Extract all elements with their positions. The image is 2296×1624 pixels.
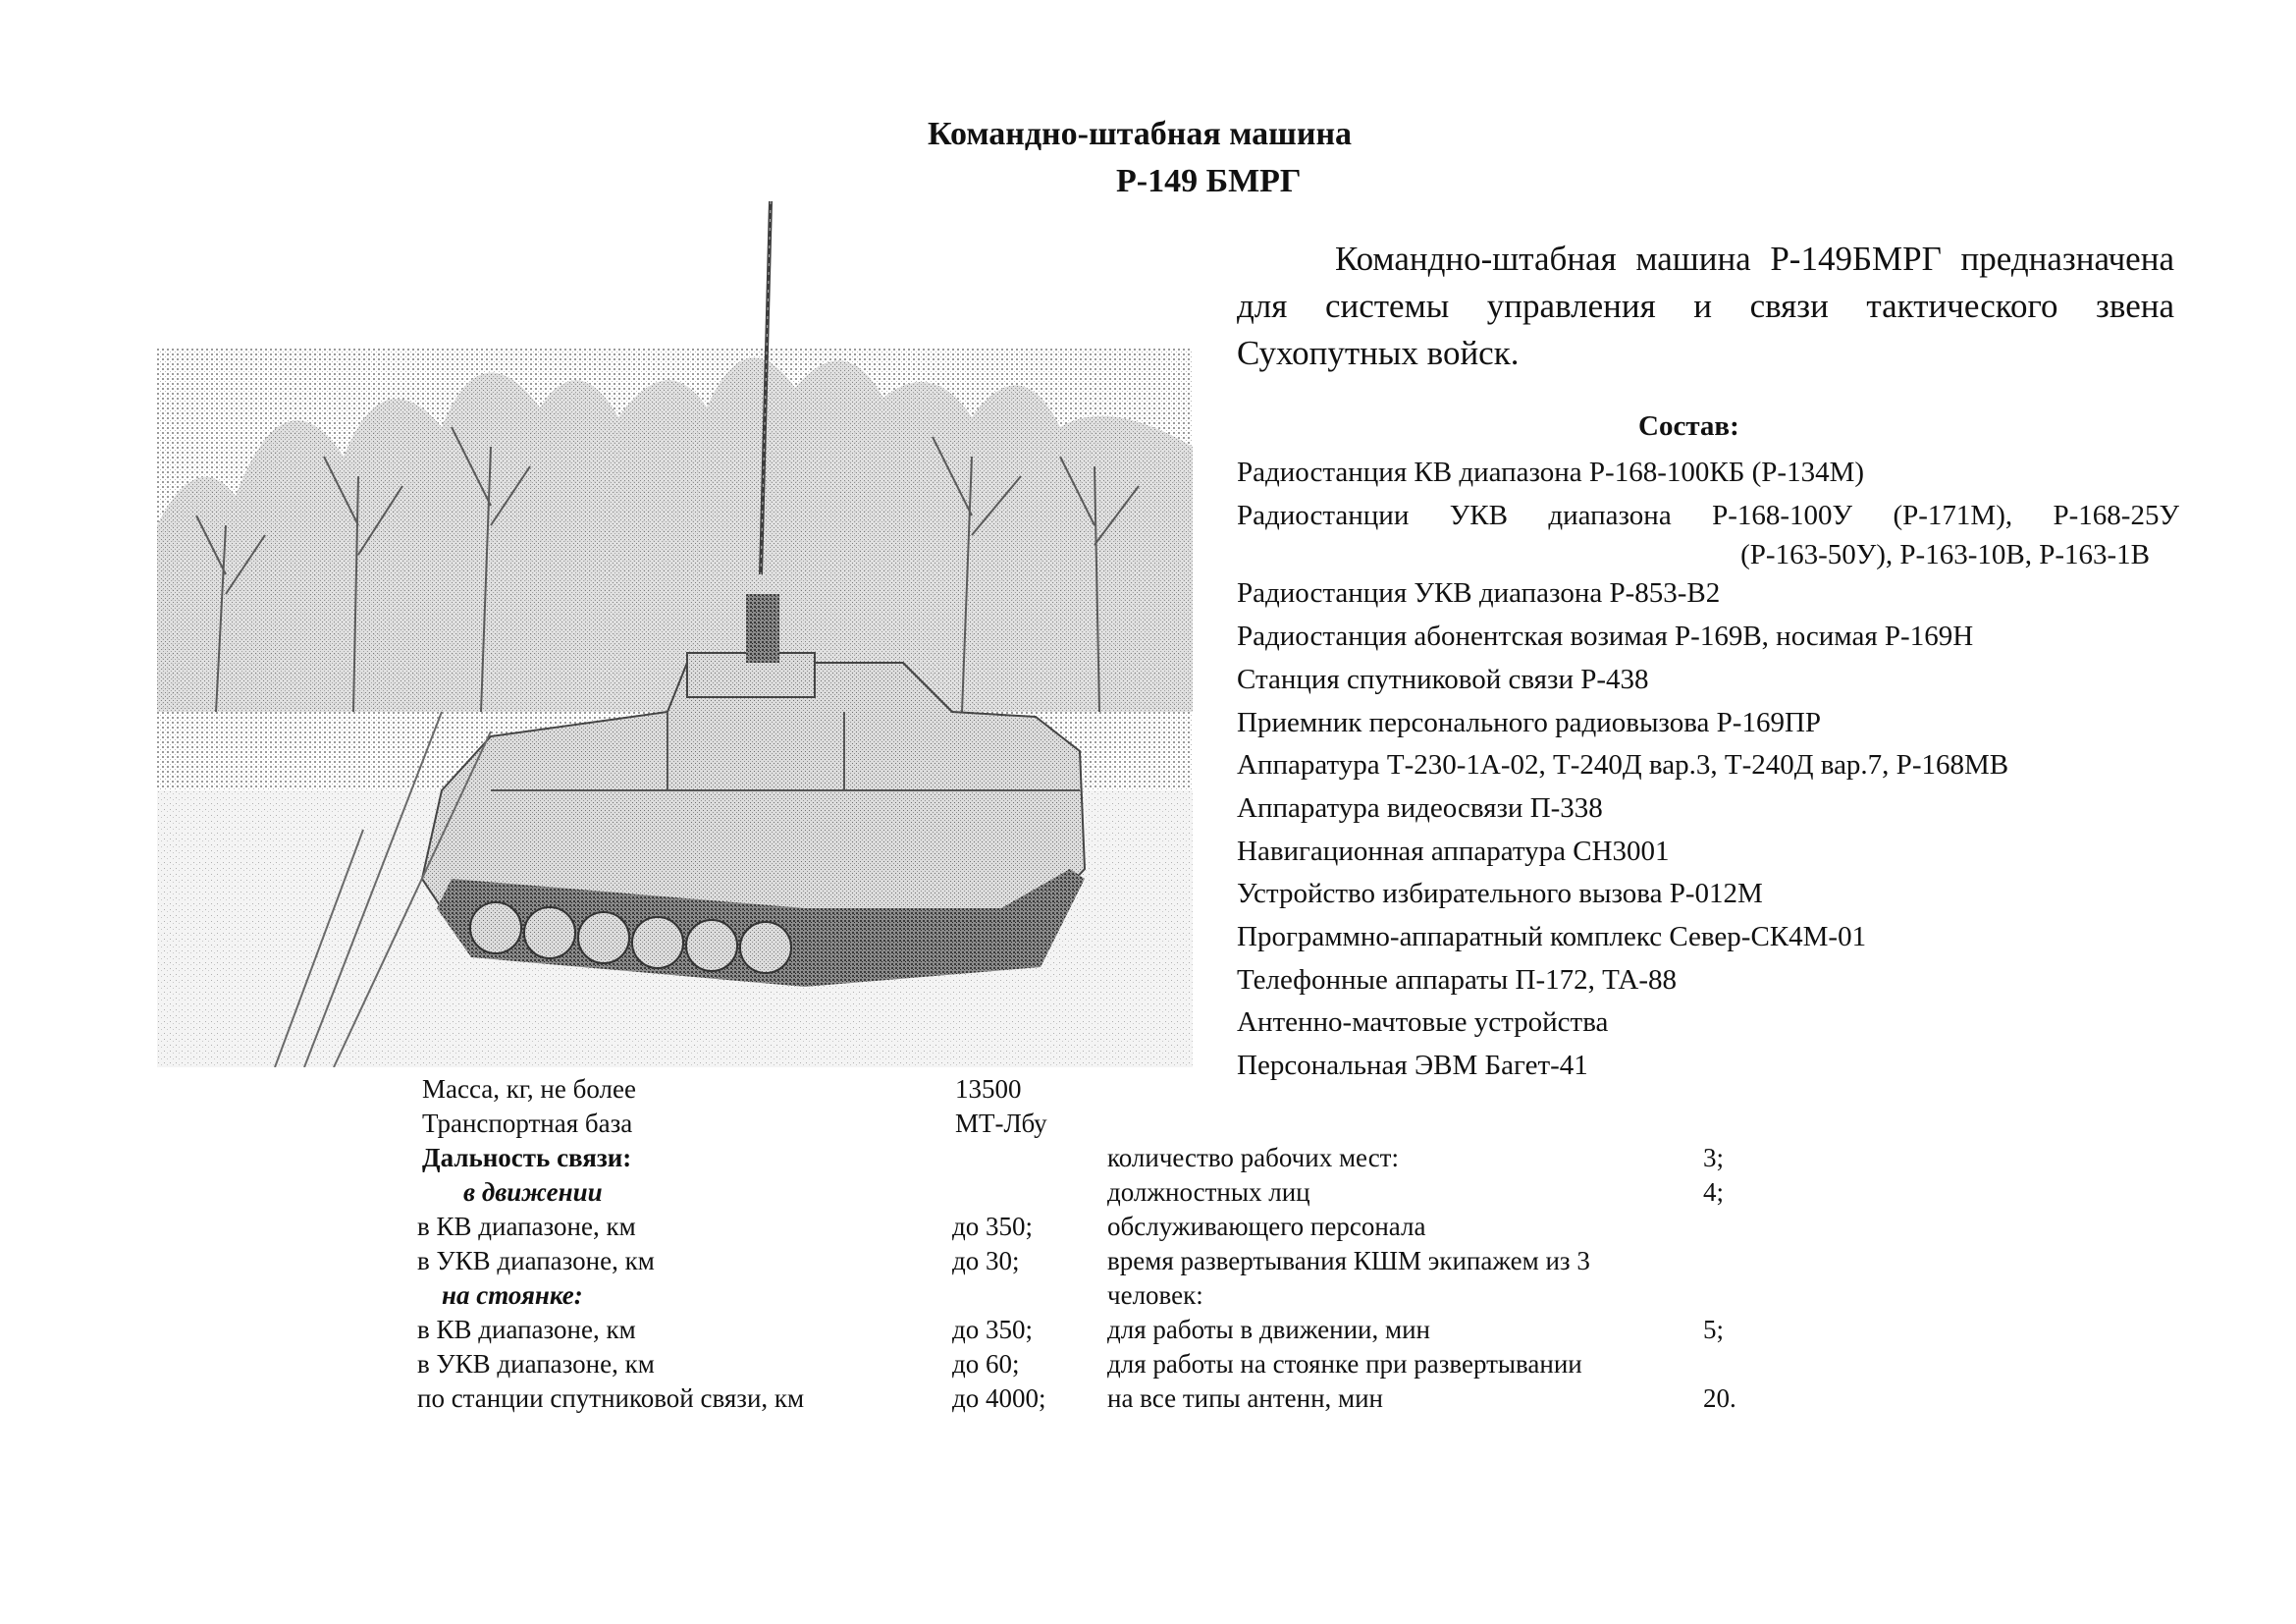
list-item: Радиостанция КВ диапазона Р-168-100КБ (Р-134М)	[1237, 457, 1865, 488]
spec-section-heading: Дальность связи:	[422, 1143, 632, 1172]
page-title: Командно-штабная машина	[928, 116, 1353, 152]
spec-label: в КВ диапазоне, км	[417, 1212, 636, 1241]
spec-value: 5;	[1703, 1315, 1725, 1344]
list-item: Телефонные аппараты П-172, ТА-88	[1237, 963, 1678, 996]
list-item: Персональная ЭВМ Багет-41	[1237, 1050, 1588, 1082]
spec-label: человек:	[1107, 1280, 1203, 1310]
spec-value: до 350;	[952, 1212, 1033, 1241]
spec-value: до 30;	[952, 1246, 1020, 1275]
list-item: Радиостанция абонентская возимая Р-169В, носимая Р-169Н	[1237, 621, 1974, 653]
spec-value: МТ-Лбу	[955, 1109, 1047, 1138]
spec-subheading: в движении	[463, 1177, 603, 1207]
spec-value: 4;	[1703, 1177, 1725, 1207]
list-item: Приемник персонального радиовызова Р-169ПР	[1237, 706, 1822, 738]
spec-value: до 350;	[952, 1315, 1033, 1344]
spec-value: до 60;	[952, 1349, 1020, 1379]
spec-label: на все типы антенн, мин	[1107, 1383, 1384, 1413]
spec-label: в КВ диапазоне, км	[417, 1315, 636, 1344]
list-item: Программно-аппаратный комплекс Север-СК4М-01	[1237, 921, 1867, 953]
spec-label: количество рабочих мест:	[1107, 1143, 1399, 1172]
spec-label: для работы на стоянке при развертывании	[1107, 1349, 1582, 1379]
composition-list	[1237, 452, 2179, 1088]
spec-label: в УКВ диапазоне, км	[417, 1246, 655, 1275]
intro-paragraph	[1237, 236, 2174, 377]
list-item-line: (Р-163-50У), Р-163-10В, Р-163-1В	[1740, 539, 2150, 571]
list-item	[1237, 495, 2179, 573]
list-item-line: Радиостанции УКВ диапазона Р-168-100У (Р-171М), Р-168-25У	[1237, 499, 2179, 531]
spec-label: Масса, кг, не более	[422, 1074, 636, 1104]
spec-label: обслуживающего персонала	[1107, 1212, 1426, 1241]
list-item: Аппаратура Т-230-1А-02, Т-240Д вар.3, Т-240Д вар.7, Р-168МВ	[1237, 749, 2009, 782]
vehicle-photo	[157, 201, 1193, 1067]
composition-title: Состав:	[1638, 410, 1739, 442]
spec-label: время развертывания КШМ экипажем из 3	[1107, 1246, 1590, 1275]
list-item: Антенно-мачтовые устройства	[1237, 1006, 1609, 1039]
list-item: Навигационная аппаратура СН3001	[1237, 835, 1670, 867]
intro-text: Командно-штабная машина Р-149БМРГ предназначена для системы управления и связи тактического звена Сухопутных войск.	[1237, 240, 2174, 372]
list-item: Устройство избирательного вызова Р-012М	[1237, 878, 1763, 910]
spec-label: Транспортная база	[422, 1109, 633, 1138]
spec-subheading: на стоянке:	[442, 1280, 583, 1310]
spec-value: 3;	[1703, 1143, 1725, 1172]
spec-label: должностных лиц	[1107, 1177, 1310, 1207]
spec-label: по станции спутниковой связи, км	[417, 1383, 805, 1413]
spec-value: до 4000;	[952, 1383, 1046, 1413]
spec-label: для работы в движении, мин	[1107, 1315, 1430, 1344]
page-subtitle: Р-149 БМРГ	[1116, 163, 1302, 199]
list-item: Аппаратура видеосвязи П-338	[1237, 791, 1603, 824]
list-item: Станция спутниковой связи Р-438	[1237, 663, 1649, 695]
spec-value: 13500	[955, 1074, 1022, 1104]
spec-label: в УКВ диапазоне, км	[417, 1349, 655, 1379]
spec-value: 20.	[1703, 1383, 1736, 1413]
list-item: Радиостанция УКВ диапазона Р-853-В2	[1237, 577, 1721, 610]
